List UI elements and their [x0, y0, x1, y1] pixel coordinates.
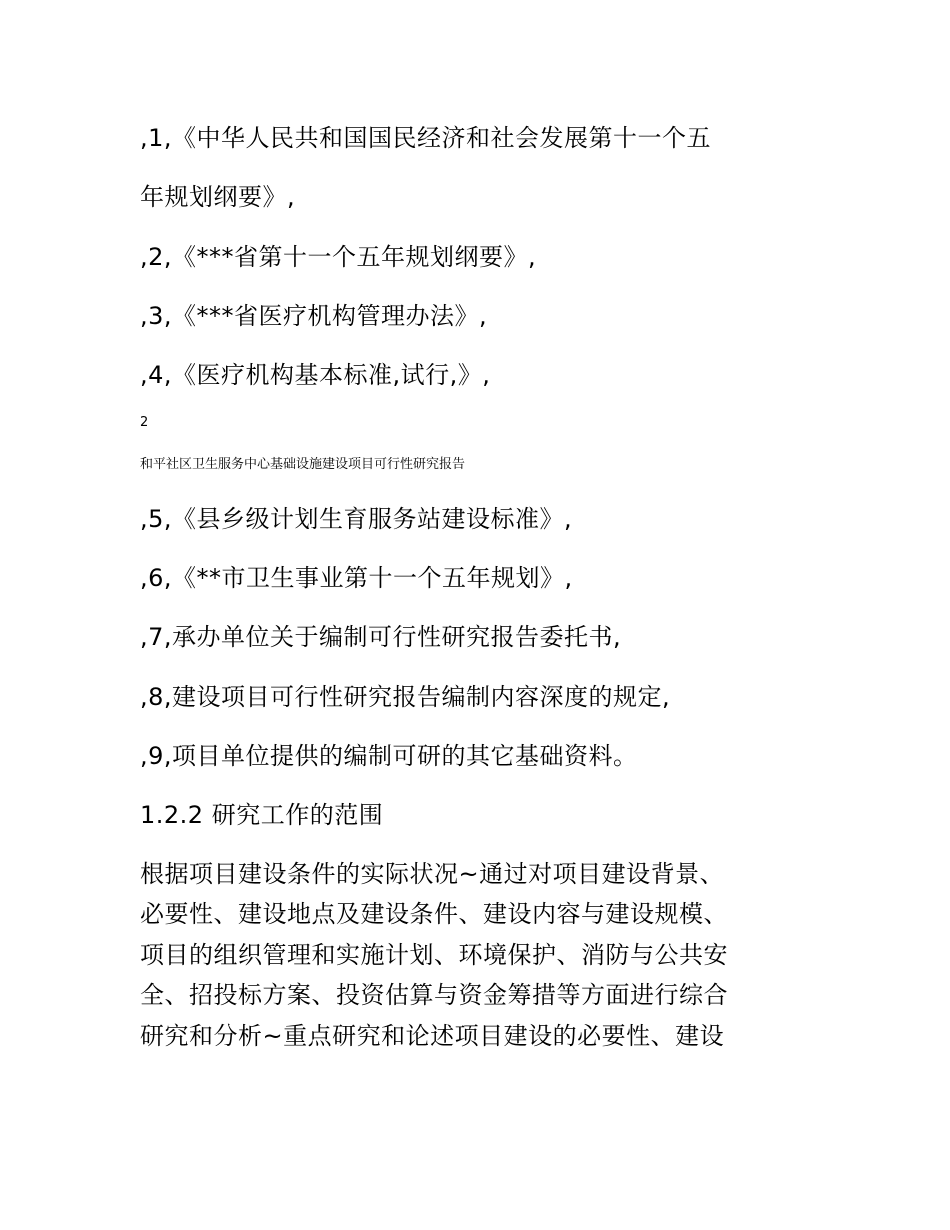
- reference-item-5: ,5,《县乡级计划生育服务站建设标准》,: [140, 505, 573, 533]
- paragraph-line-1: 根据项目建设条件的实际状况~通过对项目建设背景、: [140, 860, 725, 888]
- running-header: 和平社区卫生服务中心基础设施建设项目可行性研究报告: [140, 457, 466, 472]
- reference-item-7: ,7,承办单位关于编制可行性研究报告委托书,: [140, 623, 622, 651]
- page-number: 2: [140, 415, 149, 430]
- paragraph-line-3: 项目的组织管理和实施计划、环境保护、消防与公共安: [140, 941, 728, 969]
- reference-item-4: ,4,《医疗机构基本标准,试行,》,: [140, 361, 491, 389]
- reference-item-3: ,3,《***省医疗机构管理办法》,: [140, 302, 488, 330]
- reference-item-9: ,9,项目单位提供的编制可研的其它基础资料。: [140, 742, 638, 770]
- reference-item-1-line-2: 年规划纲要》,: [140, 183, 296, 211]
- reference-item-6: ,6,《**市卫生事业第十一个五年规划》,: [140, 564, 573, 592]
- paragraph-line-2: 必要性、建设地点及建设条件、建设内容与建设规模、: [140, 900, 728, 928]
- reference-item-1-line-1: ,1,《中华人民共和国国民经济和社会发展第十一个五: [140, 124, 712, 152]
- reference-item-2: ,2,《***省第十一个五年规划纲要》,: [140, 243, 537, 271]
- section-heading: 1.2.2 研究工作的范围: [140, 801, 384, 829]
- reference-item-8: ,8,建设项目可行性研究报告编制内容深度的规定,: [140, 683, 671, 711]
- paragraph-line-4: 全、招投标方案、投资估算与资金筹措等方面进行综合: [140, 981, 728, 1009]
- paragraph-line-5: 研究和分析~重点研究和论述项目建设的必要性、建设: [140, 1022, 725, 1050]
